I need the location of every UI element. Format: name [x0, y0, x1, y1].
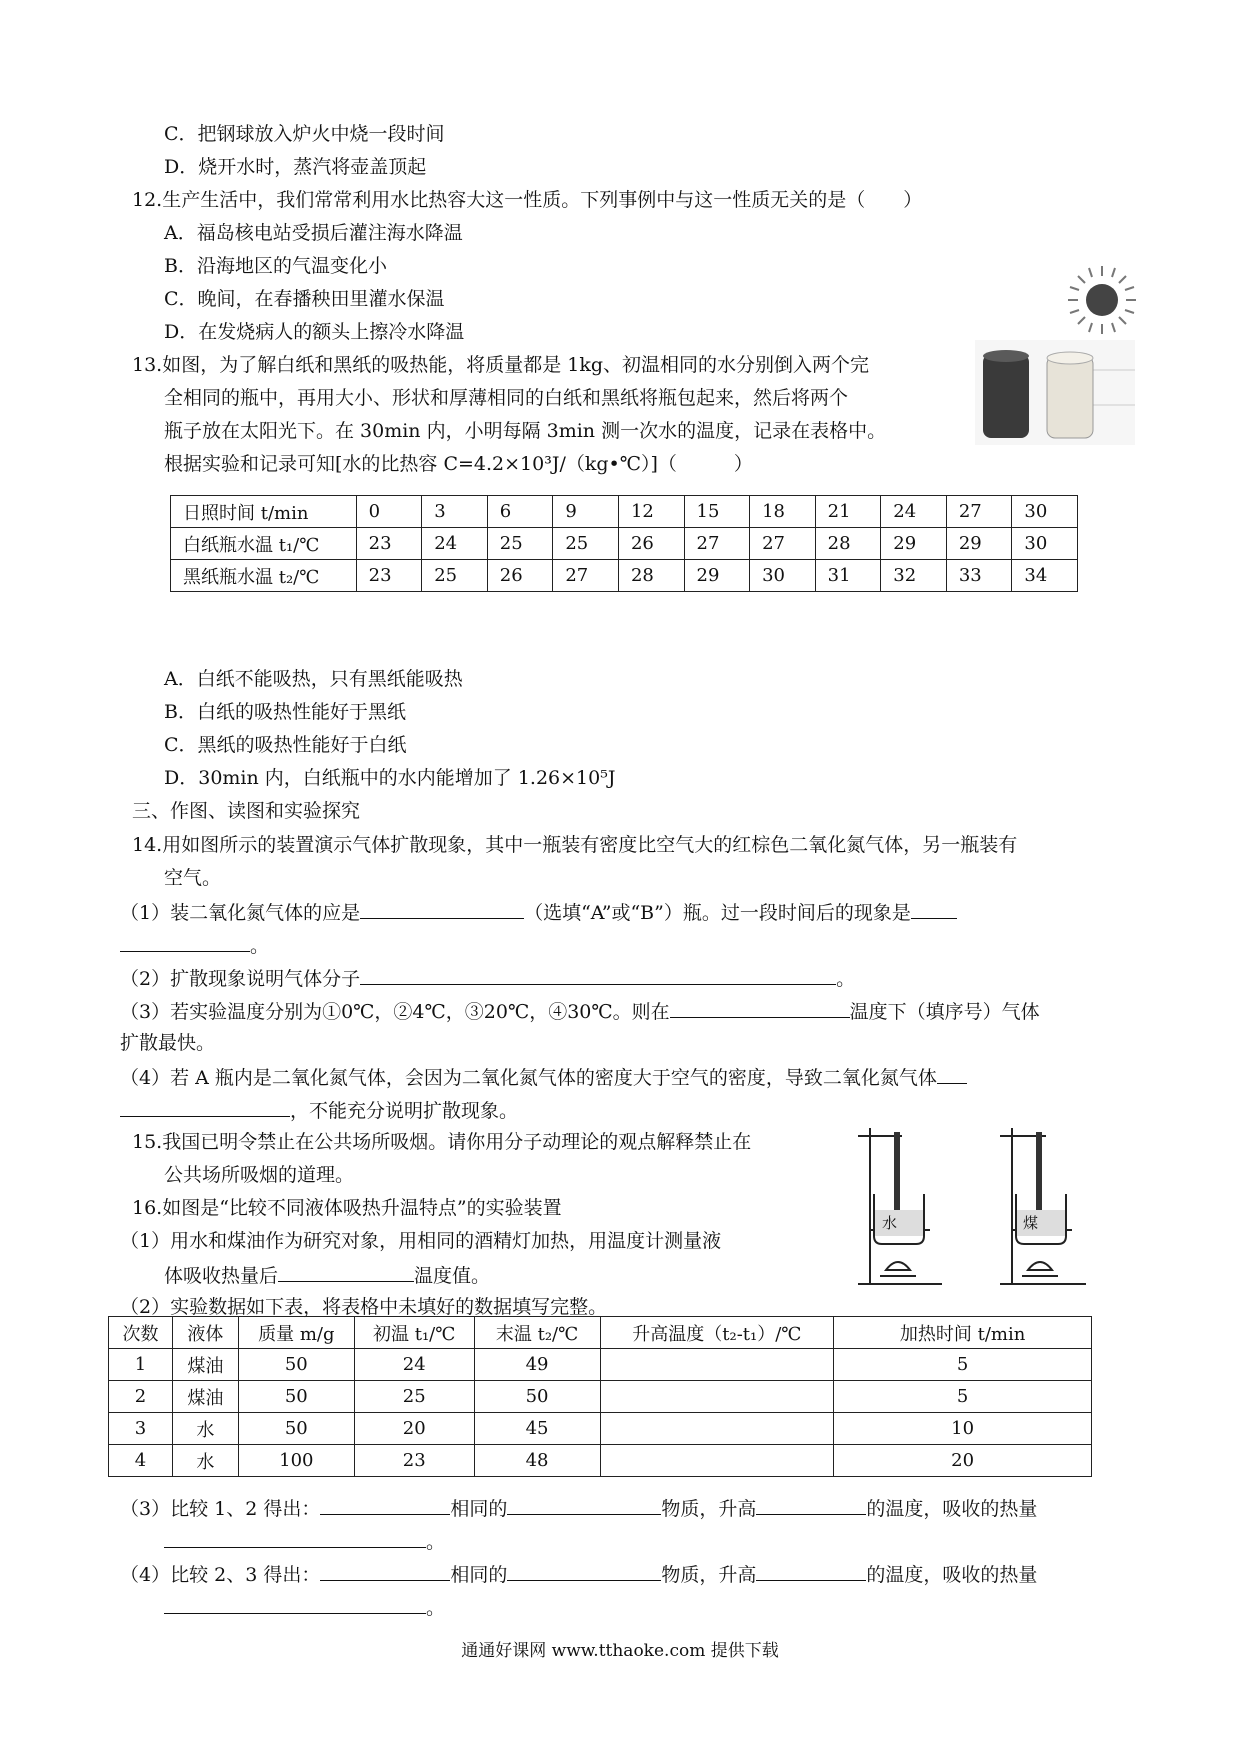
q14-part-3-text: （3）若实验温度分别为①0℃，②4℃，③20℃，④30℃。则在 — [120, 1001, 670, 1023]
answer-blank[interactable] — [937, 1063, 967, 1084]
row-label: 日照时间 t/min — [171, 496, 357, 528]
q14-part-2-text: （2）扩散现象说明气体分子 — [120, 968, 361, 990]
table-cell: 煤油 — [172, 1381, 238, 1413]
table-cell: 31 — [815, 560, 881, 592]
column-header: 末温 t₂/℃ — [474, 1317, 600, 1349]
answer-blank[interactable] — [278, 1261, 414, 1282]
table-cell: 28 — [815, 528, 881, 560]
answer-cell[interactable] — [600, 1413, 834, 1445]
column-header: 加热时间 t/min — [834, 1317, 1092, 1349]
table-cell: 29 — [881, 528, 947, 560]
table-cell: 24 — [354, 1349, 474, 1381]
table-cell: 23 — [356, 528, 422, 560]
table-row — [109, 1445, 1092, 1477]
q16-data-table — [108, 1316, 1092, 1477]
column-header: 质量 m/g — [238, 1317, 354, 1349]
table-cell: 21 — [815, 496, 881, 528]
table-cell: 49 — [474, 1349, 600, 1381]
q16-part-3-cont — [164, 1527, 445, 1555]
table-cell: 34 — [1012, 560, 1078, 592]
q11-option-c: C．把钢球放入炉火中烧一段时间 — [164, 123, 445, 145]
table-cell: 30 — [750, 560, 816, 592]
q14-stem-line-2: 空气。 — [164, 867, 222, 889]
table-cell: 27 — [946, 496, 1012, 528]
q16-part-1: （1）用水和煤油作为研究对象，用相同的酒精灯加热，用温度计测量液 — [120, 1230, 722, 1252]
table-cell: 26 — [487, 560, 553, 592]
table-cell: 28 — [618, 560, 684, 592]
q14-part-1-cont — [120, 931, 269, 959]
bottles-illustration — [975, 340, 1135, 445]
table-cell: 1 — [109, 1349, 173, 1381]
q14-part-3-text-2: 温度下（填序号）气体 — [849, 1001, 1040, 1023]
q14-stem-line-1: 14.用如图所示的装置演示气体扩散现象，其中一瓶装有密度比空气大的红棕色二氧化氮气体，另一瓶装有 — [132, 834, 1018, 856]
table-cell: 20 — [354, 1413, 474, 1445]
answer-blank[interactable] — [360, 898, 524, 919]
table-cell: 50 — [474, 1381, 600, 1413]
table-cell: 29 — [946, 528, 1012, 560]
table-cell: 水 — [172, 1413, 238, 1445]
table-cell: 15 — [684, 496, 750, 528]
table-cell: 24 — [881, 496, 947, 528]
water-label: 水 — [882, 1214, 898, 1232]
table-row — [171, 560, 1078, 592]
q16-part-2: （2）实验数据如下表，将表格中未填好的数据填写完整。 — [120, 1296, 608, 1318]
table-cell: 6 — [487, 496, 553, 528]
q16-stem: 16.如图是“比较不同液体吸热升温特点”的实验装置 — [132, 1197, 562, 1219]
table-cell: 50 — [238, 1381, 354, 1413]
q14-part-4-end: ，不能充分说明扩散现象。 — [290, 1100, 519, 1122]
answer-blank[interactable] — [164, 1527, 426, 1548]
q14-part-2-end: 。 — [836, 968, 856, 990]
answer-blank[interactable] — [320, 1494, 450, 1515]
q14-part-4-cont — [120, 1096, 518, 1124]
table-cell: 27 — [684, 528, 750, 560]
table-cell: 32 — [881, 560, 947, 592]
answer-blank[interactable] — [507, 1494, 661, 1515]
q12-option-c: C．晚间，在春播秧田里灌水保温 — [164, 288, 445, 310]
answer-blank[interactable] — [507, 1560, 661, 1581]
q14-part-4 — [120, 1063, 967, 1091]
q13-option-b: B．白纸的吸热性能好于黑纸 — [164, 701, 406, 723]
q16-part-4-end: 。 — [426, 1597, 446, 1619]
q16-part-1-text: 体吸收热量后 — [164, 1265, 279, 1287]
table-cell: 2 — [109, 1381, 173, 1413]
q16-part-1-cont — [164, 1261, 490, 1289]
table-cell: 29 — [684, 560, 750, 592]
table-row — [171, 496, 1078, 528]
q16-part-4-text-3: 物质，升高 — [661, 1564, 757, 1586]
answer-cell[interactable] — [600, 1381, 834, 1413]
q13-stem-line-2: 全相同的瓶中，再用大小、形状和厚薄相同的白纸和黑纸将瓶包起来，然后将两个 — [164, 387, 849, 409]
page-footer: 通通好课网 www.tthaoke.com 提供下载 — [461, 1641, 779, 1661]
table-cell: 20 — [834, 1445, 1092, 1477]
q16-part-4-text-2: 相同的 — [450, 1564, 508, 1586]
table-cell: 0 — [356, 496, 422, 528]
table-cell: 3 — [109, 1413, 173, 1445]
q13-stem-line-3: 瓶子放在太阳光下。在 30min 内，小明每隔 3min 测一次水的温度，记录在表格中。 — [164, 420, 887, 442]
table-cell: 25 — [354, 1381, 474, 1413]
table-cell: 27 — [750, 528, 816, 560]
q16-part-1-end: 温度值。 — [414, 1265, 491, 1287]
table-cell: 30 — [1012, 496, 1078, 528]
q13-stem-line-4: 根据实验和记录可知[水的比热容 C=4.2×10³J/（kg•℃）]（ ） — [164, 453, 753, 475]
answer-cell[interactable] — [600, 1349, 834, 1381]
column-header: 升高温度（t₂-t₁）/℃ — [600, 1317, 834, 1349]
table-cell: 5 — [834, 1349, 1092, 1381]
answer-blank[interactable] — [756, 1560, 866, 1581]
table-cell: 45 — [474, 1413, 600, 1445]
q16-part-3-text-4: 的温度，吸收的热量 — [866, 1498, 1038, 1520]
q13-option-a: A．白纸不能吸热，只有黑纸能吸热 — [164, 668, 463, 690]
answer-blank[interactable] — [120, 931, 250, 952]
q16-part-3 — [120, 1494, 1037, 1522]
column-header: 液体 — [172, 1317, 238, 1349]
table-cell: 48 — [474, 1445, 600, 1477]
answer-blank[interactable] — [670, 997, 850, 1018]
q16-part-4 — [120, 1560, 1037, 1588]
answer-blank[interactable] — [320, 1560, 450, 1581]
table-cell: 50 — [238, 1413, 354, 1445]
q14-part-2 — [120, 964, 855, 992]
q12-option-b: B．沿海地区的气温变化小 — [164, 255, 387, 277]
table-cell: 4 — [109, 1445, 173, 1477]
q14-part-1-end: 。 — [250, 935, 270, 957]
sun-illustration — [1064, 262, 1140, 338]
q13-option-c: C．黑纸的吸热性能好于白纸 — [164, 734, 407, 756]
q13-stem-line-1: 13.如图，为了解白纸和黑纸的吸热能，将质量都是 1kg、初温相同的水分别倒入两个完 — [132, 354, 870, 376]
q14-part-3 — [120, 997, 1040, 1025]
table-cell: 25 — [553, 528, 619, 560]
table-row — [171, 528, 1078, 560]
column-header: 初温 t₁/℃ — [354, 1317, 474, 1349]
q13-option-d: D．30min 内，白纸瓶中的水内能增加了 1.26×10⁵J — [164, 767, 616, 789]
q14-part-1 — [120, 898, 957, 926]
table-cell: 23 — [356, 560, 422, 592]
table-cell: 33 — [946, 560, 1012, 592]
q14-part-3-cont: 扩散最快。 — [120, 1032, 216, 1054]
kerosene-label: 煤 — [1023, 1214, 1039, 1232]
table-cell: 24 — [422, 528, 488, 560]
q16-part-3-text: （3）比较 1、2 得出： — [120, 1498, 321, 1520]
table-cell: 27 — [553, 560, 619, 592]
table-cell: 12 — [618, 496, 684, 528]
table-cell: 26 — [618, 528, 684, 560]
answer-blank[interactable] — [360, 964, 836, 985]
table-cell: 10 — [834, 1413, 1092, 1445]
table-cell: 30 — [1012, 528, 1078, 560]
table-cell: 18 — [750, 496, 816, 528]
table-row — [109, 1381, 1092, 1413]
q12-option-d: D．在发烧病人的额头上擦冷水降温 — [164, 321, 465, 343]
table-cell: 25 — [487, 528, 553, 560]
q12-option-a: A．福岛核电站受损后灌注海水降温 — [164, 222, 463, 244]
table-cell: 23 — [354, 1445, 474, 1477]
q16-part-3-text-2: 相同的 — [450, 1498, 508, 1520]
answer-blank[interactable] — [164, 1593, 426, 1614]
q15-stem-line-1: 15.我国已明令禁止在公共场所吸烟。请你用分子动理论的观点解释禁止在 — [132, 1131, 752, 1153]
row-label: 黑纸瓶水温 t₂/℃ — [171, 560, 357, 592]
heating-apparatus-illustration — [850, 1118, 1130, 1290]
table-cell: 50 — [238, 1349, 354, 1381]
section-heading: 三、作图、读图和实验探究 — [132, 800, 361, 822]
q16-part-3-end: 。 — [426, 1531, 446, 1553]
table-header-row — [109, 1317, 1092, 1349]
table-cell: 25 — [422, 560, 488, 592]
row-label: 白纸瓶水温 t₁/℃ — [171, 528, 357, 560]
q11-option-d: D．烧开水时，蒸汽将壶盖顶起 — [164, 156, 427, 178]
table-row — [109, 1349, 1092, 1381]
answer-blank[interactable] — [756, 1494, 866, 1515]
q16-part-4-text-4: 的温度，吸收的热量 — [866, 1564, 1038, 1586]
q14-part-1-text: （1）装二氧化氮气体的应是 — [120, 902, 361, 924]
table-cell: 9 — [553, 496, 619, 528]
answer-cell[interactable] — [600, 1445, 834, 1477]
q16-part-4-text: （4）比较 2、3 得出： — [120, 1564, 321, 1586]
q12-stem: 12.生产生活中，我们常常利用水比热容大这一性质。下列事例中与这一性质无关的是（ ） — [132, 189, 923, 211]
table-row — [109, 1413, 1092, 1445]
q14-part-4-text: （4）若 A 瓶内是二氧化氮气体，会因为二氧化氮气体的密度大于空气的密度，导致二氧化氮气体 — [120, 1067, 937, 1089]
q15-stem-line-2: 公共场所吸烟的道理。 — [164, 1164, 355, 1186]
column-header: 次数 — [109, 1317, 173, 1349]
table-cell: 煤油 — [172, 1349, 238, 1381]
q13-temperature-table — [170, 495, 1078, 592]
table-cell: 3 — [422, 496, 488, 528]
answer-blank[interactable] — [911, 898, 957, 919]
table-cell: 5 — [834, 1381, 1092, 1413]
table-cell: 水 — [172, 1445, 238, 1477]
answer-blank[interactable] — [120, 1096, 290, 1117]
q16-part-3-text-3: 物质，升高 — [661, 1498, 757, 1520]
table-cell: 100 — [238, 1445, 354, 1477]
q14-part-1-text-2: （选填“A”或“B”）瓶。过一段时间后的现象是 — [524, 902, 911, 924]
q16-part-4-cont — [164, 1593, 445, 1621]
